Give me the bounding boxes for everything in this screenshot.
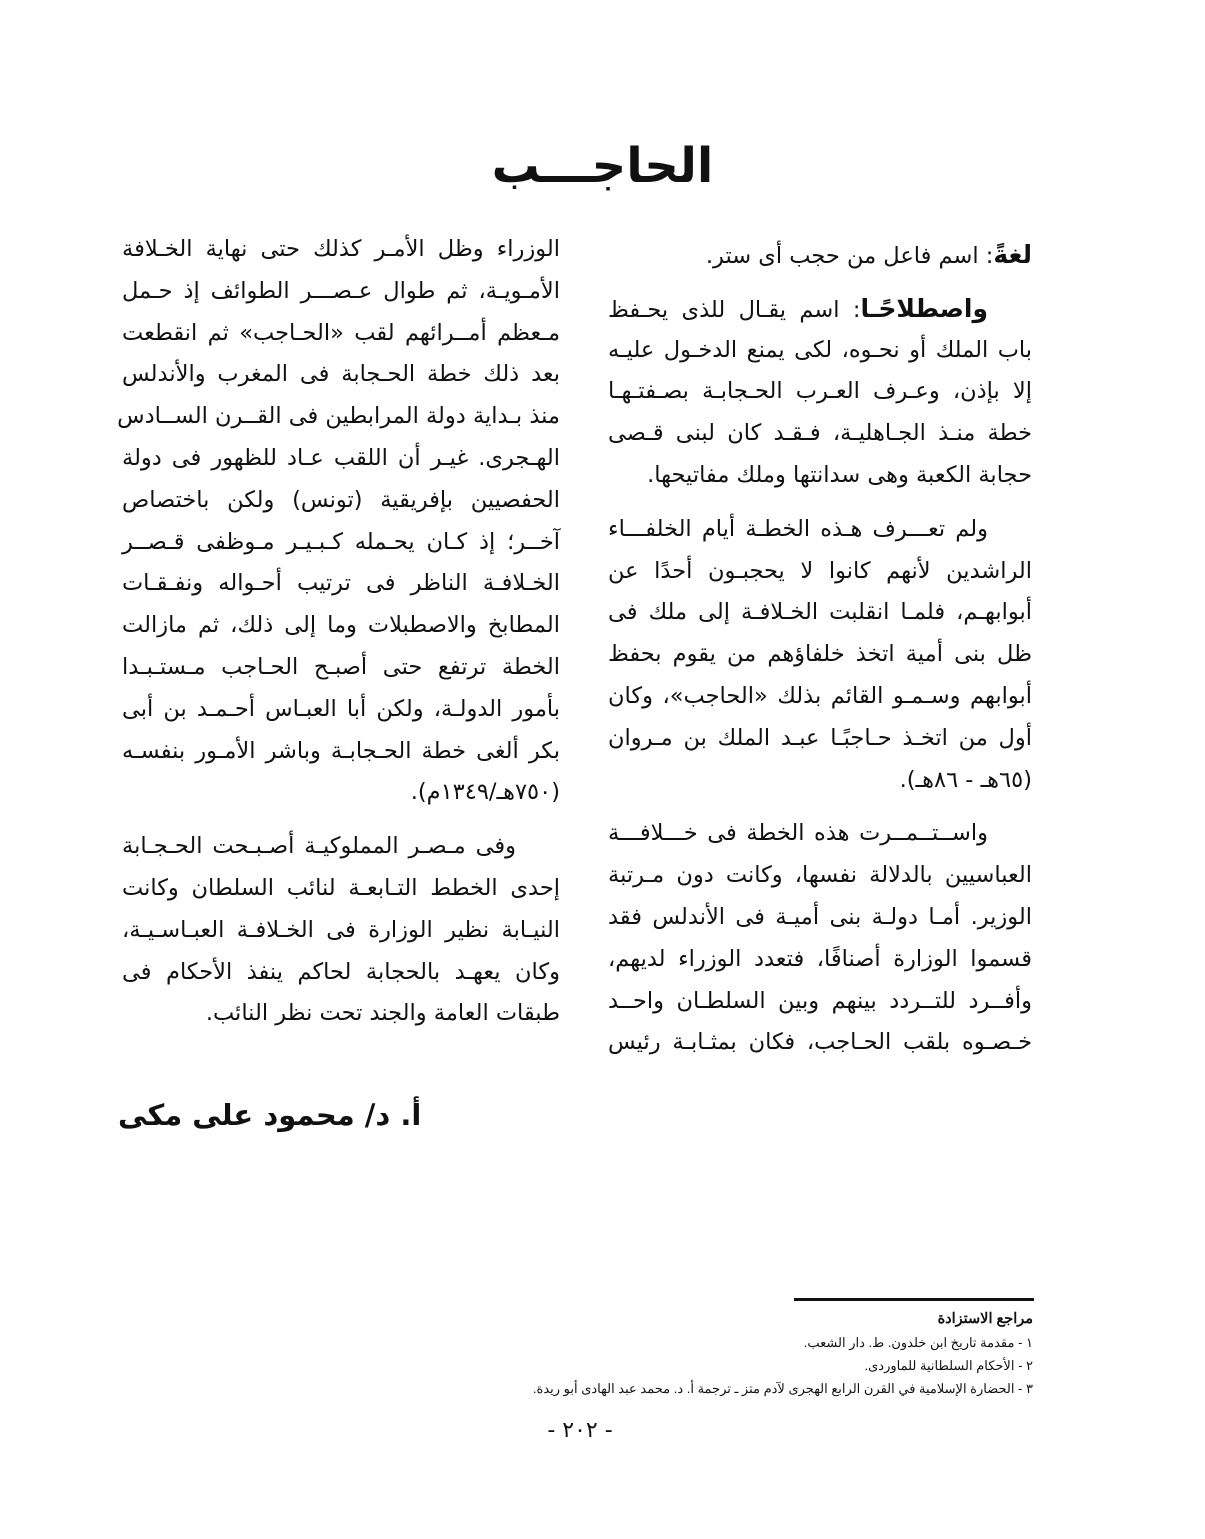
text-line: [608, 855, 1032, 897]
line-text: طبقات العامة والجند تحت نظر النائب.: [205, 1000, 560, 1027]
text-line: [122, 271, 560, 313]
page-title: الحاجـــب: [491, 138, 714, 194]
text-line: [608, 371, 1032, 413]
text-line: [122, 952, 560, 994]
text-line: [122, 480, 560, 522]
paragraph: [608, 813, 1032, 1064]
line-text: ولم تعـــرف هـذه الخطـة أيام الخلفـــاء: [608, 515, 988, 542]
text-line: [608, 897, 1032, 939]
text-line: [608, 718, 1032, 760]
line-text: وأفــرد للتــردد بينهم وبين السلطـان واحــد: [608, 987, 1032, 1014]
line-text: وكان يعهـد بالحجابة لحاكم ينفذ الأحكام فى: [122, 958, 560, 985]
line-text: أبوابهم وسـمـو القائم بذلك «الحاجب»، وكان: [608, 682, 1032, 709]
line-text: الأمـويـة، ثم طوال عـصـــر الطوائف إذ حـمل: [122, 277, 560, 304]
text-line: [608, 455, 1032, 497]
line-text: مـعظم أمــرائهم لقب «الحـاجب» ثم انقطعت: [122, 319, 560, 346]
references-heading: مراجع الاستزادة: [937, 1311, 1033, 1327]
text-line: [608, 330, 1032, 372]
text-line: [122, 522, 560, 564]
text-line: [608, 813, 1032, 855]
text-line: [122, 868, 560, 910]
paragraph-gap: [608, 801, 1032, 813]
line-text: العباسيين بالدلالة نفسها، وكانت دون مـرتبة: [608, 862, 1032, 889]
text-line: [122, 731, 560, 773]
text-line: [608, 760, 1032, 802]
line-text: الخـلافـة الناظر فى ترتيب أحـواله ونفـقـات: [122, 570, 560, 597]
text-line: [122, 563, 560, 605]
term-label: لغةً: [993, 240, 1032, 269]
line-text: الخطة ترتفع حتى أصبـح الحـاجب مـستـبـدا: [122, 653, 560, 680]
page-number: - ٢٠٢ -: [547, 1418, 613, 1443]
text-line: [608, 981, 1032, 1023]
line-text: حجابة الكعبة وهى سدانتها وملك مفاتيحها.: [647, 461, 1032, 488]
line-text: : اسم يقـال للذى يحـفظ: [608, 296, 861, 323]
left-column: [117, 229, 560, 1035]
text-line: [608, 592, 1032, 634]
line-text: بعد ذلك خطة الحـجابة فى المغرب والأندلس: [122, 361, 560, 388]
text-line: [608, 1022, 1032, 1064]
text-line: [122, 910, 560, 952]
line-text: آخــر؛ إذ كـان يحـمله كـبـيـر مـوظفى قـصــر: [122, 528, 560, 555]
text-line: [122, 826, 560, 868]
text-line: [122, 993, 560, 1035]
line-text: أول من اتخـذ حـاجبًـا عبـد الملك بن مـروان: [608, 724, 1032, 751]
text-line: [608, 413, 1032, 455]
line-text: باب الملك أو نحـوه، لكى يمنع الدخـول عليـه: [608, 336, 1032, 363]
reference-item: ٢ - الأحكام السلطانية للماوردى.: [864, 1358, 1033, 1373]
line-text: الحفصيين بإفريقية (تونس) ولكن باختصاص: [122, 486, 560, 513]
line-text: الراشدين لأنهم كانوا لا يحجبـون أحدًا عن: [608, 557, 1032, 584]
text-line: [608, 234, 1032, 276]
references: [533, 1308, 1033, 1400]
text-line: [608, 509, 1032, 551]
text-line: [608, 634, 1032, 676]
line-text: المطابخ والاصطبلات وما إلى ذلك، ثم مازالت: [122, 612, 560, 639]
line-text: : اسم فاعل من حجب أى ستر.: [705, 243, 994, 269]
paragraph-gap: [608, 497, 1032, 509]
paragraph: [608, 509, 1032, 802]
text-line: [122, 605, 560, 647]
paragraph: [122, 826, 560, 1035]
text-line: [608, 551, 1032, 593]
term-label: واصطلاحًـا: [860, 293, 988, 323]
text-line: [608, 676, 1032, 718]
line-text: ظل بنى أمية اتخذ خلفاؤهم من يقوم بحفظ: [608, 641, 1032, 668]
paragraph: [608, 234, 1032, 276]
text-line: [608, 288, 1032, 330]
line-text: بأمور الدولـة، ولكن أبا العبـاس أحـمـد بن أبى: [122, 695, 560, 722]
line-text: إحدى الخطط التـابعـة لنائب السلطان وكانت: [122, 874, 560, 901]
line-text: قسموا الوزارة أصنافًا، فتعدد الوزراء لديهم،: [608, 945, 1032, 972]
text-line: [122, 438, 560, 480]
right-column: [608, 234, 1032, 1064]
text-line: [122, 689, 560, 731]
line-text: الوزراء وظل الأمـر كذلك حتى نهاية الخـلافة: [122, 236, 560, 262]
text-line: [608, 939, 1032, 981]
text-line: [122, 313, 560, 355]
paragraph: [608, 288, 1032, 497]
text-line: [122, 354, 560, 396]
text-line: [122, 647, 560, 689]
reference-item: ٣ - الحضارة الإسلامية في القرن الرابع الهجرى لآدم متز ـ ترجمة أ. د. محمد عبد الهادى أبو ريدة.: [532, 1381, 1033, 1396]
paragraph: [117, 229, 560, 814]
line-text: الهـجرى. غيـر أن اللقب عـاد للظهور فى دولة: [122, 444, 560, 471]
line-text: (٧٥٠هـ/١٣٤٩م).: [410, 779, 560, 806]
paragraph-gap: [608, 276, 1032, 288]
text-line: [122, 772, 560, 814]
paragraph-gap: [122, 814, 560, 826]
line-text: وفى مـصـر المملوكيـة أصـبـحت الحـجـابة: [122, 833, 516, 860]
line-text: بكر ألغى خطة الحـجابـة وباشر الأمـور بنفسـه: [122, 737, 560, 764]
line-text: النيـابة نظير الوزارة فى الخـلافـة العبـاسـيـة،: [122, 916, 560, 943]
line-text: منذ بـداية دولة المرابطين فى القــرن الســادس: [117, 403, 560, 430]
line-text: خطة منـذ الجـاهليـة، فـقـد كان لبنى قـصى: [608, 420, 1032, 447]
line-text: أبوابهـم، فلمـا انقلبت الخـلافـة إلى ملك فى: [608, 599, 1032, 626]
author-name: أ. د/ محمود على مكى: [118, 1098, 422, 1132]
line-text: خـصـوه بلقب الحـاجب، فكان بمثـابـة رئيس: [608, 1029, 1032, 1056]
line-text: الوزير. أمـا دولـة بنى أميـة فى الأندلس فقد: [608, 903, 1032, 930]
reference-item: ١ - مقدمة تاريخ ابن خلدون. ط. دار الشعب.: [803, 1335, 1033, 1350]
text-line: [117, 396, 560, 438]
text-line: [122, 229, 560, 271]
line-text: واســتــمــرت هذه الخطة فى خـــلافـــة: [608, 820, 988, 847]
line-text: (٦٥هـ - ٨٦هـ).: [899, 766, 1032, 793]
footnote-divider: [794, 1298, 1034, 1301]
line-text: إلا بإذن، وعـرف العـرب الحـجابـة بصـفتـهـا: [608, 378, 1032, 405]
